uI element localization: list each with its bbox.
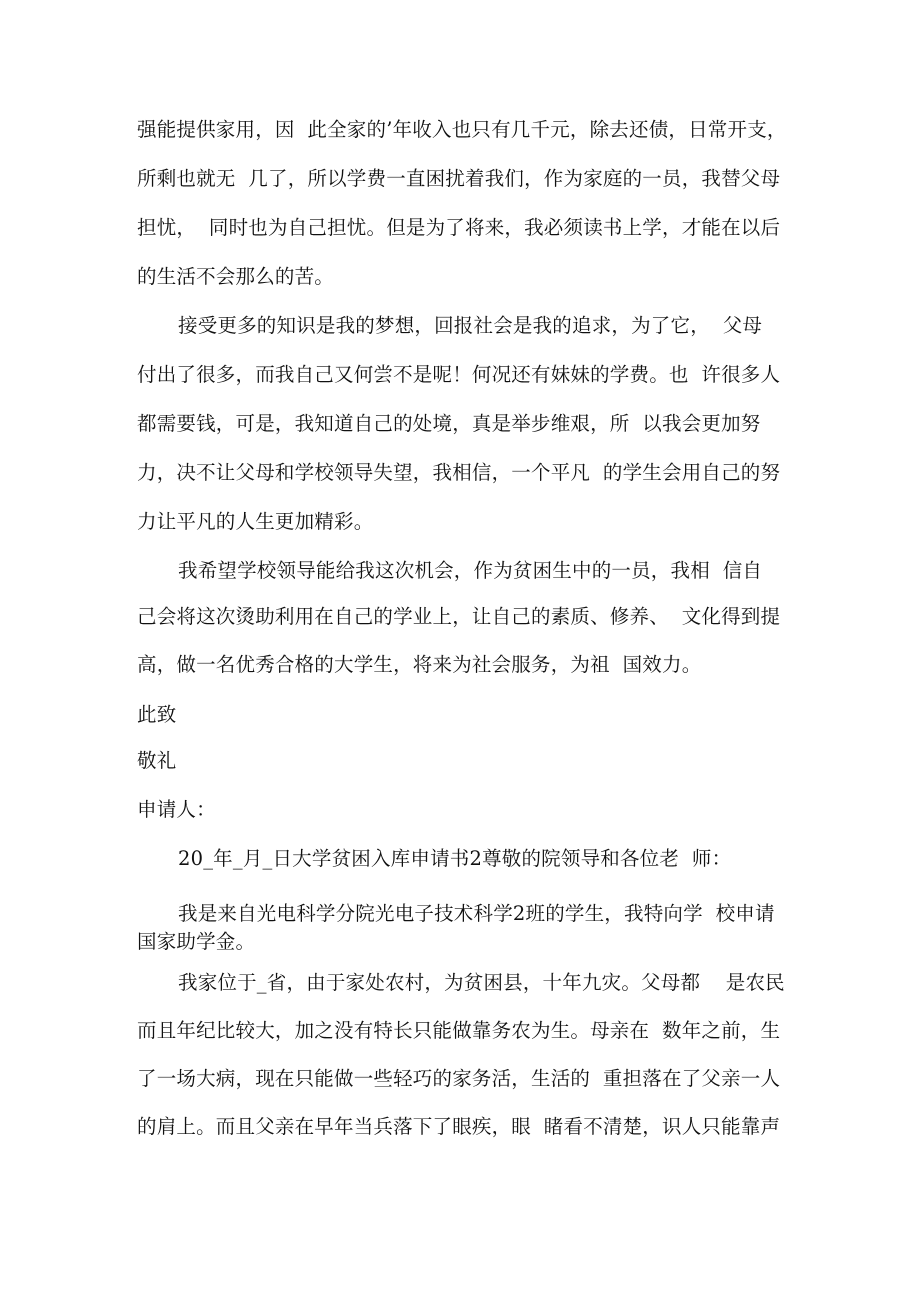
text-line: 强能提供家用，因 此全家的’年收入也只有几千元，除去还债，日常开支， bbox=[137, 118, 787, 141]
text-line: 力，决不让父母和学校领导失望，我相信，一个平凡 的学生会用自己的努 bbox=[137, 461, 781, 484]
text-line: 都需要钱，可是，我知道自己的处境，真是举步维艰，所 以我会更加努 bbox=[137, 412, 761, 435]
closing-salute: 敬礼 bbox=[137, 749, 177, 772]
text-line: 了一场大病，现在只能做一些轻巧的家务活，生活的 重担落在了父亲一人 bbox=[137, 1067, 781, 1090]
text-line: 的肩上。而且父亲在早年当兵落下了眼疾，眼 睹看不清楚，识人只能靠声 bbox=[137, 1115, 781, 1138]
text-line: 己会将这次烫助利用在自己的学业上，让自己的素质、修养、 文化得到提 bbox=[137, 605, 781, 628]
text-line: 国家助学金。 bbox=[137, 930, 256, 953]
text-line: 我是来自光电科学分院光电子技术科学2班的学生，我特向学 校申请 bbox=[178, 902, 775, 925]
text-line: 高，做一名优秀合格的大学生，将来为社会服务，为祖 国效力。 bbox=[137, 653, 702, 676]
applicant-label: 申请人： bbox=[137, 798, 216, 821]
text-line: 的生活不会那么的苦。 bbox=[137, 265, 335, 288]
text-line: 我家位于_省，由于家处农村，为贫困县，十年九灾。父母都 是农民 bbox=[178, 971, 785, 994]
closing-phrase: 此致 bbox=[137, 703, 177, 726]
text-line: 力让平凡的人生更加精彩。 bbox=[137, 510, 374, 533]
text-line: 付出了很多，而我自己又何尝不是呢！何况还有妹妹的学费。也 许很多人 bbox=[137, 363, 781, 386]
text-line: 而且年纪比较大，加之没有特长只能做靠务农为生。母亲在 数年之前，生 bbox=[137, 1019, 781, 1042]
section-heading: 20_年_月_日大学贫困入库申请书2尊敬的院领导和各位老 师： bbox=[178, 847, 732, 870]
text-line: 担忧， 同时也为自己担忧。但是为了将来，我必须读书上学，才能在以后 bbox=[137, 216, 781, 239]
text-line: 接受更多的知识是我的梦想，回报社会是我的追求，为了它， 父母 bbox=[178, 314, 763, 337]
text-line: 所剩也就无 几了，所以学费一直困扰着我们，作为家庭的一员，我替父母 bbox=[137, 167, 781, 190]
text-line: 我希望学校领导能给我这次机会，作为贫困生中的一员，我相 信自 bbox=[178, 559, 763, 582]
